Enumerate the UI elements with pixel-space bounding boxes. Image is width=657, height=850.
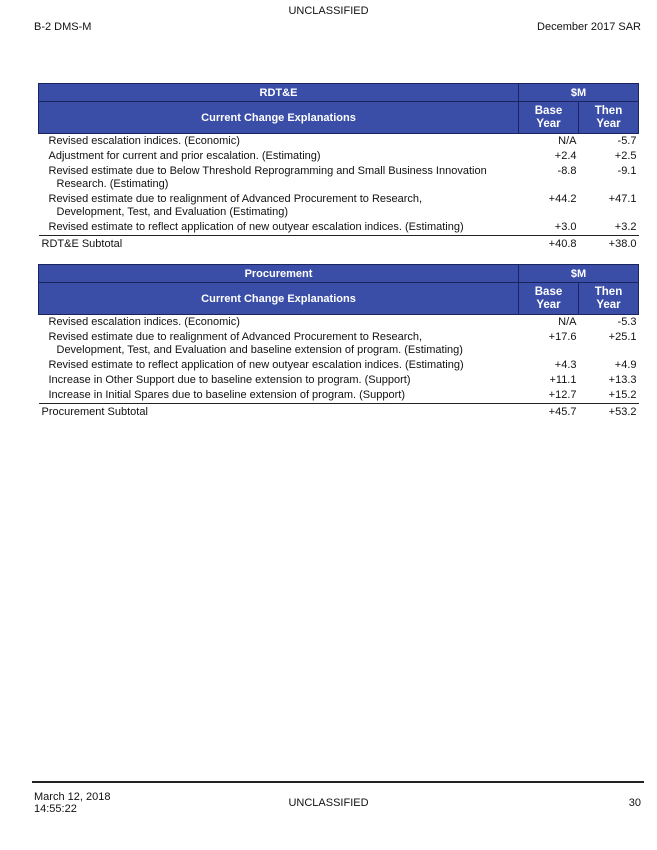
- then-label: Then: [594, 285, 623, 298]
- page-number: 30: [628, 797, 641, 809]
- year-label: Year: [536, 298, 561, 311]
- explanation-line: Increase in Initial Spares due to baseline extension of program. (Support): [48, 389, 405, 401]
- base-year-value: N/A: [558, 316, 577, 328]
- change-explanation: [39, 164, 519, 192]
- then-year-value: +47.1: [608, 193, 637, 205]
- procurement-unit-header: $M: [519, 265, 639, 283]
- explanation-line: Revised estimate due to Below Threshold Reprogramming and Small Business Innovation: [48, 165, 487, 177]
- table-row: [39, 373, 639, 388]
- footer-date: March 12, 2018: [34, 791, 111, 803]
- explanation-line: Revised escalation indices. (Economic): [48, 316, 240, 328]
- change-explanation: [39, 134, 519, 150]
- then-year-value: +4.9: [614, 359, 637, 371]
- base-year-value: +17.6: [548, 331, 577, 343]
- explanation-line: Revised estimate due to realignment of Advanced Procurement to Research,: [48, 193, 423, 205]
- table-row: [39, 315, 639, 331]
- explanation-continuation: Development, Test, and Evaluation and baseline extension of program. (Estimating): [56, 344, 463, 356]
- table-row: [39, 388, 639, 404]
- year-label: Year: [536, 117, 561, 130]
- base-year-value: +11.1: [549, 374, 577, 386]
- table-row: [39, 149, 639, 164]
- then-year-value: +13.3: [608, 374, 637, 386]
- base-year-value: +4.3: [554, 359, 577, 371]
- explanation-continuation: Research. (Estimating): [56, 178, 169, 190]
- rdte-subtotal-row: [39, 236, 639, 252]
- subtotal-base: +40.8: [519, 236, 579, 252]
- then-year-value: +2.5: [614, 150, 637, 162]
- then-year-value: -9.1: [617, 165, 637, 177]
- explanation-line: Revised estimate to reflect application of new outyear escalation indices. (Estimating): [48, 359, 464, 371]
- procurement-subtotal-row: [39, 404, 639, 420]
- procurement-table: [38, 264, 639, 419]
- year-label: Year: [596, 298, 621, 311]
- then-year-value: -5.7: [617, 135, 637, 147]
- then-year-value: +25.1: [608, 331, 637, 343]
- program-name: B-2 DMS-M: [34, 21, 92, 33]
- base-label: Base: [534, 104, 563, 117]
- subtotal-base: +45.7: [519, 404, 579, 420]
- classification-header: UNCLASSIFIED: [288, 5, 369, 17]
- change-explanation: [39, 330, 519, 358]
- change-explanation: [39, 220, 519, 236]
- rdte-base-year-header: [519, 102, 579, 134]
- change-explanation: [39, 149, 519, 164]
- table-row: [39, 220, 639, 236]
- base-year-value: +2.4: [554, 150, 577, 162]
- rdte-then-year-header: [579, 102, 639, 134]
- change-explanation: [39, 192, 519, 220]
- report-name: December 2017 SAR: [537, 21, 641, 33]
- table-row: [39, 358, 639, 373]
- procurement-rows: [39, 315, 639, 404]
- rdte-table: [38, 83, 639, 251]
- explanation-line: Revised estimate due to realignment of Advanced Procurement to Research,: [48, 331, 423, 343]
- then-year-value: -5.3: [617, 316, 637, 328]
- then-year-value: +15.2: [608, 389, 637, 401]
- base-year-value: -8.8: [557, 165, 577, 177]
- subtotal-then: +53.2: [579, 404, 639, 420]
- then-year-value: +3.2: [614, 221, 637, 233]
- base-year-value: N/A: [558, 135, 577, 147]
- subtotal-then: +38.0: [579, 236, 639, 252]
- explanation-continuation: Development, Test, and Evaluation (Estimating): [56, 206, 289, 218]
- explanation-line: Revised estimate to reflect application of new outyear escalation indices. (Estimating): [48, 221, 464, 233]
- rdte-rows: [39, 134, 639, 236]
- explanation-line: Adjustment for current and prior escalation. (Estimating): [48, 150, 321, 162]
- subtotal-label: Procurement Subtotal: [39, 404, 519, 420]
- table-row: [39, 134, 639, 150]
- rdte-explanations-header: Current Change Explanations: [39, 102, 519, 134]
- footer-time: 14:55:22: [34, 803, 77, 815]
- base-year-value: +12.7: [548, 389, 577, 401]
- base-year-value: +44.2: [548, 193, 577, 205]
- subtotal-label: RDT&E Subtotal: [39, 236, 519, 252]
- change-explanation: [39, 388, 519, 404]
- table-row: [39, 330, 639, 358]
- table-row: [39, 192, 639, 220]
- then-label: Then: [594, 104, 623, 117]
- procurement-base-year-header: [519, 283, 579, 315]
- procurement-section-header: Procurement: [39, 265, 519, 283]
- base-year-value: +3.0: [554, 221, 577, 233]
- change-explanation: [39, 358, 519, 373]
- change-explanation: [39, 373, 519, 388]
- procurement-explanations-header: Current Change Explanations: [39, 283, 519, 315]
- rdte-section-header: RDT&E: [39, 84, 519, 102]
- procurement-then-year-header: [579, 283, 639, 315]
- classification-footer: UNCLASSIFIED: [288, 797, 369, 809]
- table-row: [39, 164, 639, 192]
- footer-divider: [32, 781, 644, 783]
- rdte-unit-header: $M: [519, 84, 639, 102]
- change-explanation: [39, 315, 519, 331]
- explanation-line: Revised escalation indices. (Economic): [48, 135, 240, 147]
- base-label: Base: [534, 285, 563, 298]
- year-label: Year: [596, 117, 621, 130]
- explanation-line: Increase in Other Support due to baseline extension to program. (Support): [48, 374, 411, 386]
